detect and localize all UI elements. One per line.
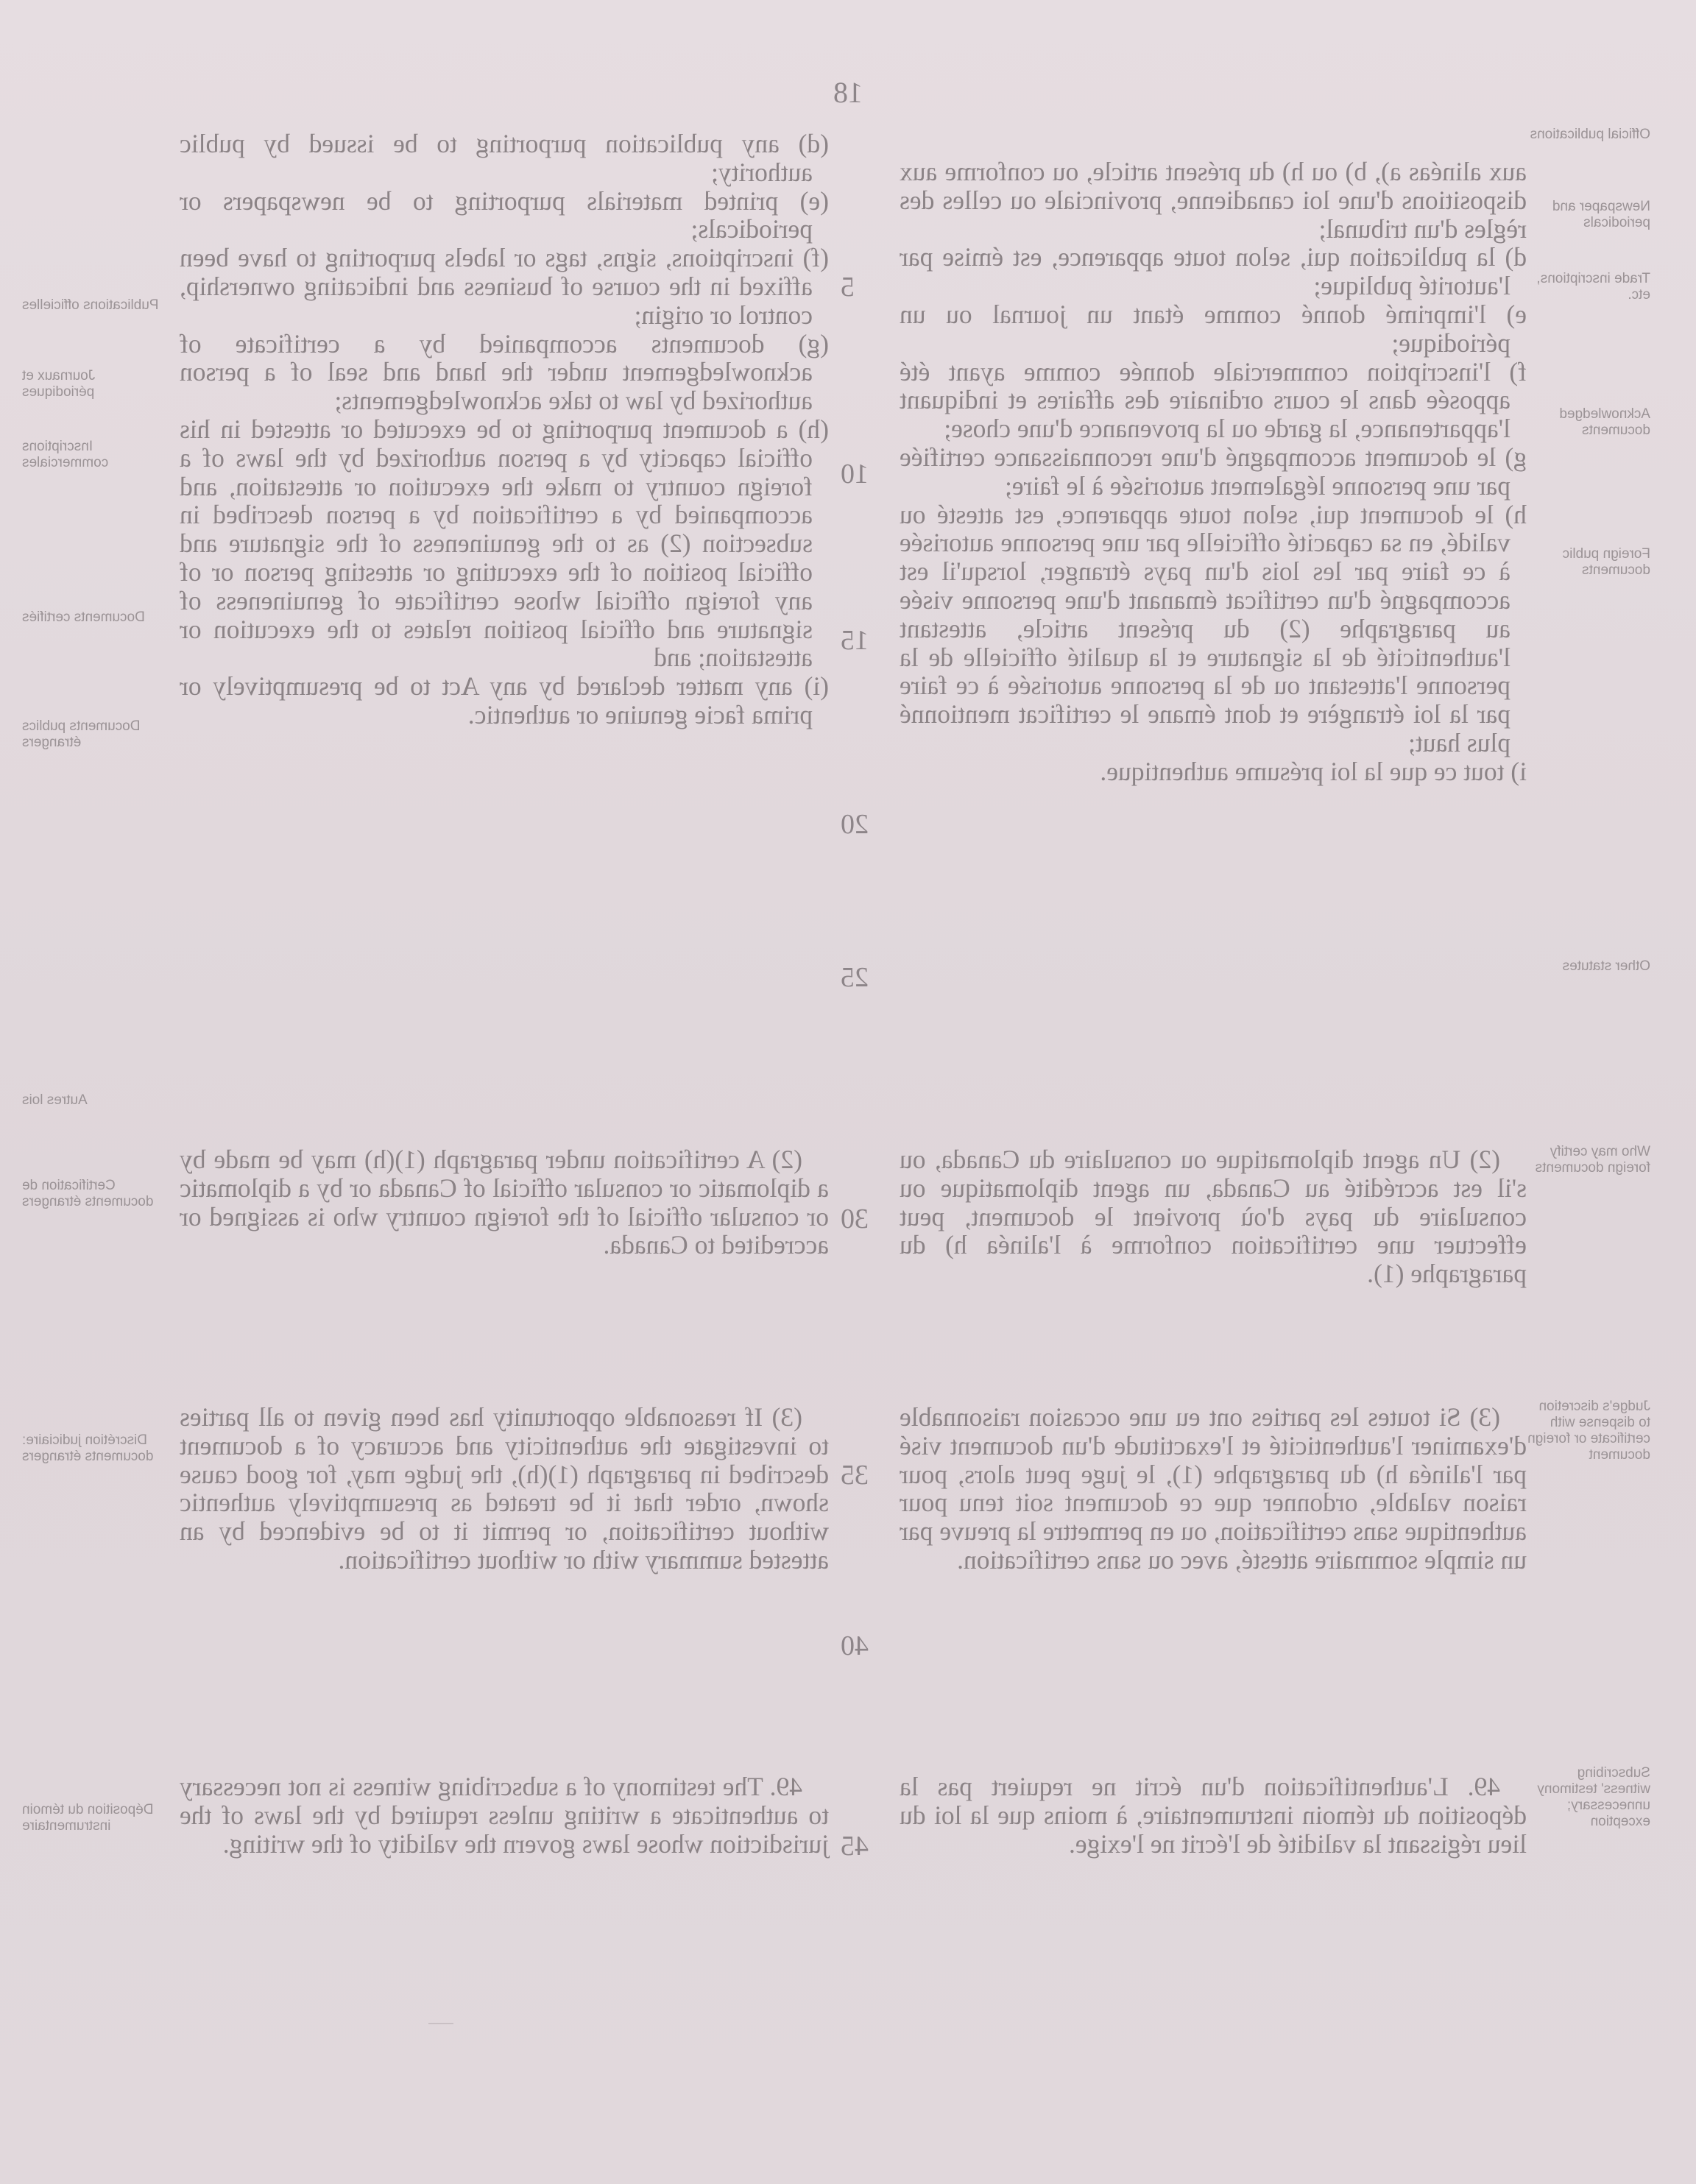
end-rule: [428, 2023, 453, 2024]
line-number-40: 40: [841, 1630, 869, 1661]
french-item-e: e) l'imprimé donné comme étant un journal ou un périodique;: [900, 299, 1527, 358]
note-en-foreign-public-documents: Foreign public documents: [1562, 546, 1650, 578]
line-number-25: 25: [841, 962, 869, 993]
french-intro: aux alinéas a), b) ou h) du présent article, ou conforme aux dispositions d'une loi canadienne, provinciale ou celles des règles d'un tribunal;: [900, 157, 1527, 244]
english-item-f: (f) inscriptions, signs, tags or labels purporting to have been affixed in the course of business and indicating ownership, control or origin;: [180, 243, 829, 330]
french-item-f: f) l'inscription commerciale donnée comme ayant été apposée dans le cours ordinaire des affaires et indiquant l'appartenance, la garde ou la provenance d'une chose;: [900, 356, 1527, 444]
english-item-h: (h) a document purporting to be executed or attested in his official capacity by a person authorized by the laws of a foreign country to make the execution or attestation, and accompanied by a certification by a person described in subsection (2) as to the genuineness of the signature and official position of the executing or attesting person or of any foreign official whose certificate of genuineness of signature and official position relates to the execution or attestation; and: [179, 414, 829, 673]
note-en-trade-inscriptions: Trade inscriptions, etc.: [1536, 271, 1650, 303]
note-en-acknowledged-documents: Acknowledged documents: [1559, 406, 1650, 438]
note-en-newspapers: Newspaper and periodicals: [1552, 199, 1650, 230]
english-section-49: 49. The testimony of a subscribing witness is not necessary to authenticate a writing unless required by the laws of the jurisdiction whose laws govern the validity of the writing.: [180, 1772, 829, 1859]
english-column: [180, 130, 829, 729]
note-fr-publications-officielles: Publications officielles: [22, 297, 159, 313]
note-fr-discretion: Discrétion judiciaire: documents étrangers: [22, 1432, 154, 1464]
french-item-h: h) le document qui, selon toute apparence, est attesté ou validé, en sa capacité officielle par une personne autorisée à ce faire par les lois d'un pays étranger, lorsqu'il est accompagné d'un certificat émanant d'une personne visée au paragraphe (2) du présent article, attestant l'authenticité de la signature et la qualité officielle de la personne l'attestant ou de la personne autorisée à ce faire par la loi étrangère et dont émane le certificat mentionné plus haut;: [899, 499, 1527, 757]
french-item-d: d) la publication qui, selon toute apparence, est émise par l'autorité publique;: [899, 242, 1527, 301]
line-number-45: 45: [841, 1831, 869, 1862]
note-fr-documents-certifies: Documents certifiés: [22, 609, 145, 625]
english-item-d: (d) any publication purporting to be issued by public authority;: [179, 129, 829, 187]
note-fr-documents-publics: Documents publics étrangers: [22, 718, 141, 750]
note-en-judges-discretion: Judge's discretion to dispense with certificate or foreign document: [1527, 1399, 1650, 1463]
line-number-20: 20: [841, 809, 869, 840]
french-item-g: g) le document accompagné d'une reconnaissance certifiée par une personne légalement autorisée à le faire;: [900, 442, 1527, 501]
note-fr-autres-lois: Autres lois: [22, 1092, 88, 1108]
note-en-subscribing-witness: Subscribing witness' testimony unnecessary; exception: [1537, 1765, 1650, 1829]
french-item-i: i) tout ce que la loi présume authentique.: [1100, 756, 1527, 786]
line-number-5: 5: [841, 272, 855, 303]
line-number-15: 15: [841, 625, 869, 656]
english-item-e: (e) printed materials purporting to be newspapers or periodicals;: [179, 185, 829, 244]
english-subsection-2: (2) A certification under paragraph (1)(h) may be made by a diplomatic or consular official of Canada or by a diplomatic or consular official of the foreign country who is assigned or accredited to Canada.: [180, 1145, 829, 1260]
french-column: [900, 158, 1527, 786]
page-number: 18: [833, 76, 863, 109]
line-number-30: 30: [841, 1204, 869, 1234]
french-section-49: 49. L'authentification d'un écrit ne requiert pas la déposition du témoin instrumentaire, à moins que la loi du lieu régissant la validité de l'écrit ne l'exige.: [900, 1772, 1527, 1859]
note-fr-certification: Certification de documents étrangers: [22, 1178, 154, 1209]
line-number-10: 10: [841, 459, 869, 490]
note-fr-journaux: Journaux et périodiques: [22, 368, 96, 400]
note-fr-deposition: Déposition du témoin instrumentaire: [22, 1802, 154, 1834]
note-fr-inscriptions: Inscriptions commerciales: [22, 439, 109, 470]
french-subsection-3: (3) Si toutes les parties ont eu une occasion raisonnable d'examiner l'authenticité et l'exactitude d'un document visé par l'alinéa h) du paragraphe (1), le juge peut alors, pour raison valable, ordonner que ce document soit tenu pour authentique sans certification, ou en permettre la preuve par un simple sommaire attesté, avec ou sans certification.: [900, 1402, 1527, 1575]
note-en-other-statutes: Other statutes: [1562, 958, 1650, 974]
english-item-i: (i) any matter declared by any Act to be presumptively or prima facie genuine or authentic.: [180, 671, 829, 729]
english-item-g: (g) documents accompanied by a certificate of acknowledgement under the hand and seal of a person authorized by law to take acknowledgements;: [180, 328, 829, 416]
note-en-who-may-certify: Who may certify foreign documents: [1535, 1144, 1650, 1176]
english-subsection-3: (3) If reasonable opportunity has been given to all parties to investigate the authenticity and accuracy of a document described in paragraph (1)(h), the judge may, for good cause shown, order that it be treated as presumptively authentic without certification, or permit it to be evidenced by an attested summary with or without certification.: [180, 1402, 829, 1575]
note-en-official-publications: Official publications: [1530, 127, 1650, 142]
french-subsection-2: (2) Un agent diplomatique ou consulaire du Canada, ou s'il est accrédité au Canada, un agent diplomatique ou consulaire du pays d'où provient le document, peut effectuer une certification conforme à l'alinéa h) du paragraphe (1).: [900, 1145, 1527, 1289]
line-number-35: 35: [841, 1460, 869, 1491]
